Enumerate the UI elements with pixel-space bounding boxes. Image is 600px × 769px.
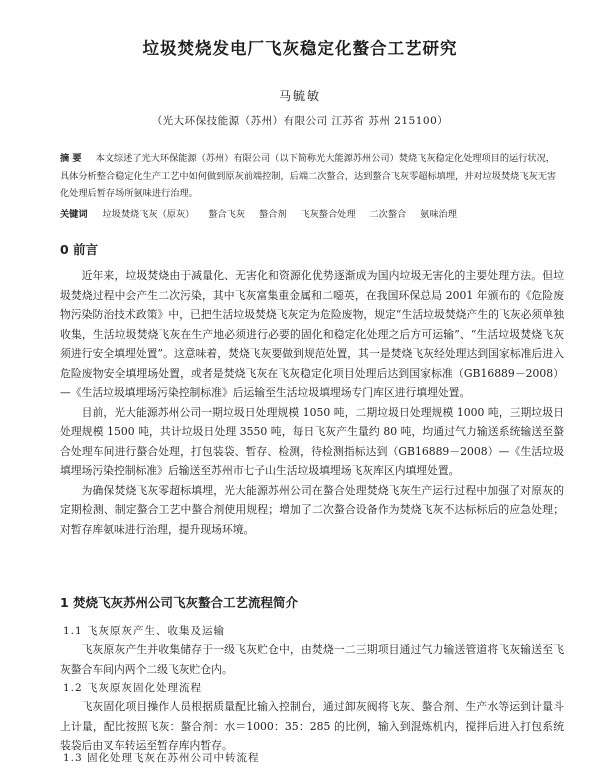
- paragraph: 飞灰固化项目操作人员根据质量配比输入控制台，通过卸灰阀将飞灰、螯合剂、生产水等运到计量斗上计量，配比按照飞灰：螯合剂：水＝1000：35：285 的比例，输入到混炼机内，搅拌后进入打包系统装袋后由叉车转运至暂存库内暂存。: [60, 700, 564, 752]
- author-name: 马毓敏: [278, 89, 321, 103]
- keyword-item: 螯合飞灰: [208, 209, 246, 220]
- subsection-1-1-heading: 1.1 飞灰原灰产生、收集及运输: [63, 625, 226, 637]
- subsection-1-3-heading: 1.3 固化处理飞灰在苏州公司中转流程: [63, 752, 260, 764]
- abstract-block: [60, 150, 560, 203]
- paragraph: 目前，光大能源苏州公司一期垃圾日处理规模 1050 吨，二期垃圾日处理规模 1000 吨，三期垃圾日处理规模 1500 吨，共计垃圾日处理 3550 吨，每日飞灰产生量约 80 吨，均通过气力输送系统输送至螯合处理车间进行螯合处理，打包装袋、暂存、检测，待检测指标达到（GB16889－2008）—《生活垃圾填埋场污染控制标准》后输送至苏州市七子山生活垃圾填埋场飞灰库区内填埋处置。: [60, 405, 564, 477]
- keywords-label: 关键词: [60, 209, 88, 220]
- keyword-item: 二次螯合: [369, 209, 407, 220]
- section-0-body: [60, 266, 564, 539]
- author-affiliation: （光大环保技能源（苏州）有限公司 江苏省 苏州 215100）: [151, 115, 449, 127]
- section-0-heading: 0 前言: [60, 242, 99, 257]
- keyword-item: 氨味治理: [420, 209, 457, 220]
- subsection-1-1-body: [60, 640, 564, 679]
- keyword-item: 飞灰螯合处理: [300, 209, 356, 220]
- paragraph: 飞灰原灰产生并收集储存于一级飞灰贮仓中，由焚烧一二三期项目通过气力输送管道将飞灰输送至飞灰螯合车间内两个二级飞灰贮仓内。: [60, 643, 564, 676]
- keyword-item: 螯合剂: [258, 209, 287, 220]
- abstract-text: 本文综述了光大环保能源（苏州）有限公司（以下简称光大能源苏州公司）焚烧飞灰稳定化处理项目的运行状况，具体分析整合稳定化生产工艺中如何做到原灰前端控制，后端二次螯合，达到螯合飞灰零超标填埋，并对垃圾焚烧飞灰无害化处理后暂存场所氨味进行治理。: [60, 153, 557, 199]
- paragraph: 近年来，垃圾焚烧由于减量化、无害化和资源化优势逐渐成为国内垃圾无害化的主要处理方法。但垃圾焚烧过程中会产生二次污染，其中飞灰富集重金属和二噁英，在我国环保总局 2001 年颁布的《危险废物污染防治技术政策》中，已把生活垃圾焚烧飞灰定为危险废物，规定“生活垃圾焚烧产生的飞灰必须单独收集，生活垃圾焚烧飞灰在生产地必须进行必要的固化和稳定化处理之后方可运输”、“生活垃圾焚烧飞灰须进行安全填埋处置”。这意味着，焚烧飞灰要做到规范处置，其一是焚烧飞灰经处理达到国家标准后进入危险废物安全填埋场处置，或者是焚烧飞灰在飞灰稳定化项目处理后达到国家标准（GB16889－2008）—《生活垃圾填埋场污染控制标准》后运输至生活垃圾填埋场专门库区进行填埋处置。: [60, 269, 564, 399]
- paper-title: 垃圾焚烧发电厂飞灰稳定化螯合工艺研究: [142, 39, 458, 58]
- subsection-1-2-heading: 1.2 飞灰原灰固化处理流程: [63, 682, 203, 694]
- abstract-label: 摘 要: [60, 153, 82, 164]
- keywords-block: [60, 206, 560, 220]
- subsection-1-2-body: [60, 697, 564, 756]
- paragraph: 为确保焚烧飞灰零超标填埋，光大能源苏州公司在螯合处理焚烧飞灰生产运行过程中加强了对原灰的定期检测、制定螯合工艺中螯合剂使用规程；增加了二次螯合设备作为焚烧飞灰不达标标后的应急处理；对暂存库氨味进行治理，提升现场环境。: [60, 483, 564, 536]
- section-1-heading: 1 焚烧飞灰苏州公司飞灰螯合工艺流程简介: [60, 595, 299, 610]
- keyword-item: 垃圾焚烧飞灰（原灰）: [102, 209, 195, 220]
